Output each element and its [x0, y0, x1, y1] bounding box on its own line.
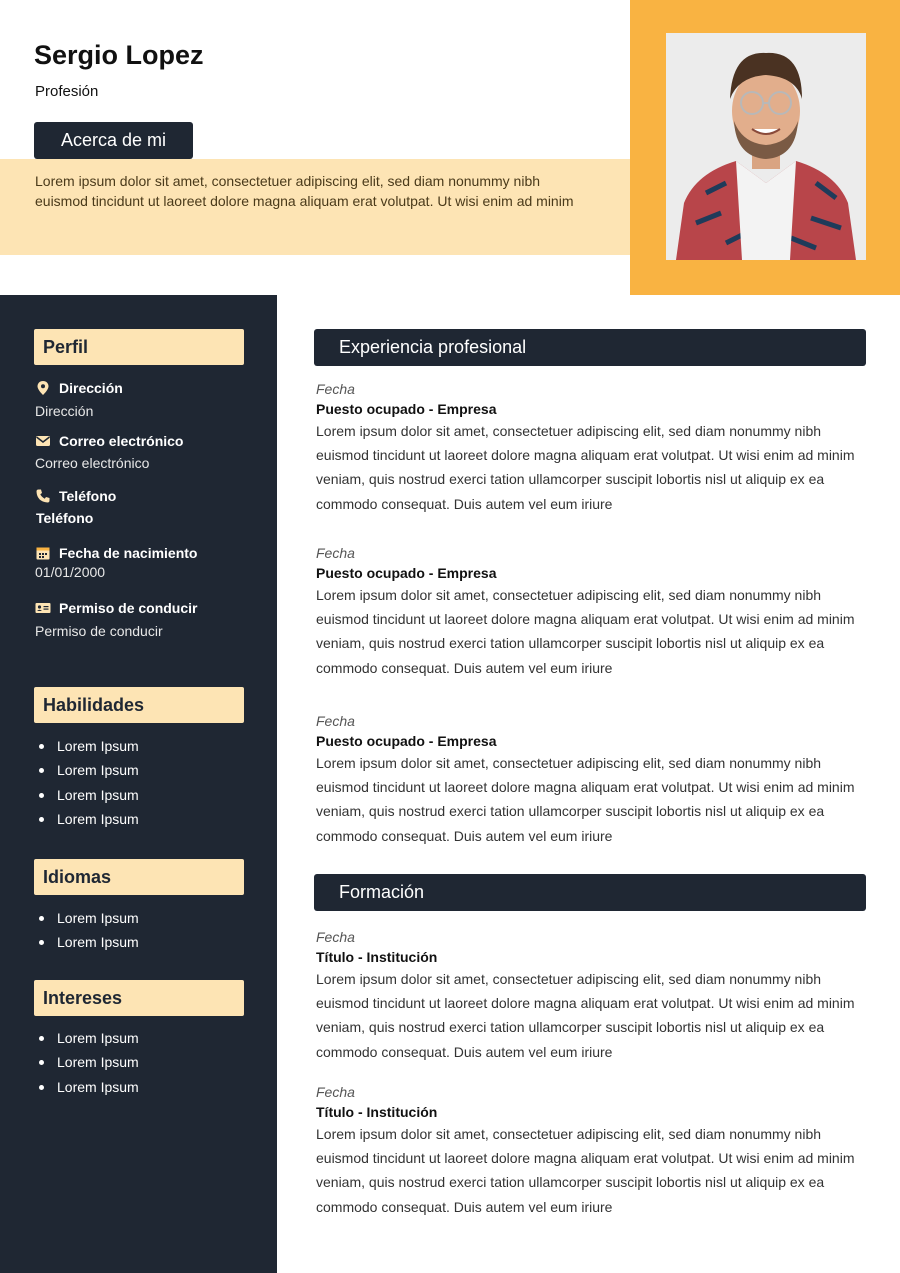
birthdate-label-text: Fecha de nacimiento — [59, 545, 198, 561]
calendar-icon — [35, 545, 51, 561]
address-label — [35, 380, 123, 396]
license-label-text: Permiso de conducir — [59, 600, 198, 616]
phone-label — [35, 488, 116, 504]
envelope-icon — [35, 433, 51, 449]
profile-photo — [666, 33, 866, 260]
candidate-name: Sergio Lopez — [34, 40, 204, 70]
license-label — [35, 600, 197, 616]
address-value: Dirección — [35, 403, 94, 419]
entry-description: Lorem ipsum dolor sit amet, consectetuer adipiscing elit, sed diam nonummy nibh euismod tincidunt ut laoreet dolore magna aliquam erat volutpat. Ut wisi enim ad minim veniam, quis nostrud exerci tation ullamcorper suscipit lobortis nisl ut aliquip ex ea commodo consequat. Duis autem vel eum iriure — [316, 423, 855, 512]
list-item: Lorem Ipsum — [35, 1050, 139, 1074]
education-entry — [316, 927, 856, 1064]
list-item: Lorem Ipsum — [35, 1075, 139, 1099]
list-item: Lorem Ipsum — [35, 906, 139, 930]
entry-description: Lorem ipsum dolor sit amet, consectetuer adipiscing elit, sed diam nonummy nibh euismod tincidunt ut laoreet dolore magna aliquam erat volutpat. Ut wisi enim ad minim veniam, quis nostrud exerci tation ullamcorper suscipit lobortis nisl ut aliquip ex ea commodo consequat. Duis autem vel eum iriure — [316, 1126, 855, 1215]
entry-date: Fecha — [316, 545, 355, 561]
entry-date: Fecha — [316, 381, 355, 397]
birthdate-label — [35, 545, 197, 561]
experience-entry — [316, 379, 856, 516]
location-pin-icon — [35, 380, 51, 396]
email-value: Correo electrónico — [35, 455, 150, 471]
entry-title: Título - Institución — [316, 949, 438, 965]
entry-description: Lorem ipsum dolor sit amet, consectetuer adipiscing elit, sed diam nonummy nibh euismod tincidunt ut laoreet dolore magna aliquam erat volutpat. Ut wisi enim ad minim veniam, quis nostrud exerci tation ullamcorper suscipit lobortis nisl ut aliquip ex ea commodo consequat. Duis autem vel eum iriure — [316, 587, 855, 676]
education-heading: Formación — [314, 874, 866, 911]
entry-title: Puesto ocupado - Empresa — [316, 565, 497, 581]
id-card-icon — [35, 600, 51, 616]
experience-entry — [316, 711, 856, 848]
about-text: Lorem ipsum dolor sit amet, consectetuer adipiscing elit, sed diam nonummy nibh euismod tincidunt ut laoreet dolore magna aliquam erat volutpat. Ut wisi enim ad minim — [35, 173, 574, 209]
languages-heading: Idiomas — [34, 859, 244, 895]
entry-date: Fecha — [316, 713, 355, 729]
list-item: Lorem Ipsum — [35, 758, 139, 782]
address-label-text: Dirección — [59, 380, 123, 396]
entry-title: Puesto ocupado - Empresa — [316, 401, 497, 417]
entry-title: Título - Institución — [316, 1104, 438, 1120]
list-item: Lorem Ipsum — [35, 1026, 139, 1050]
candidate-profession: Profesión — [35, 83, 99, 100]
phone-value: Teléfono — [36, 510, 94, 526]
entry-date: Fecha — [316, 1084, 355, 1100]
entry-description: Lorem ipsum dolor sit amet, consectetuer adipiscing elit, sed diam nonummy nibh euismod tincidunt ut laoreet dolore magna aliquam erat volutpat. Ut wisi enim ad minim veniam, quis nostrud exerci tation ullamcorper suscipit lobortis nisl ut aliquip ex ea commodo consequat. Duis autem vel eum iriure — [316, 971, 855, 1060]
interests-list — [35, 1026, 139, 1099]
skills-heading: Habilidades — [34, 687, 244, 723]
education-entry — [316, 1082, 856, 1219]
list-item: Lorem Ipsum — [35, 930, 139, 954]
phone-icon — [35, 488, 51, 504]
email-label-text: Correo electrónico — [59, 433, 184, 449]
entry-title: Puesto ocupado - Empresa — [316, 733, 497, 749]
experience-entry — [316, 543, 856, 680]
skills-list — [35, 734, 139, 831]
entry-description: Lorem ipsum dolor sit amet, consectetuer adipiscing elit, sed diam nonummy nibh euismod tincidunt ut laoreet dolore magna aliquam erat volutpat. Ut wisi enim ad minim veniam, quis nostrud exerci tation ullamcorper suscipit lobortis nisl ut aliquip ex ea commodo consequat. Duis autem vel eum iriure — [316, 755, 855, 844]
list-item: Lorem Ipsum — [35, 783, 139, 807]
person-photo-icon — [666, 33, 866, 260]
experience-heading: Experiencia profesional — [314, 329, 866, 366]
email-label — [35, 433, 183, 449]
interests-heading: Intereses — [34, 980, 244, 1016]
about-heading: Acerca de mi — [34, 122, 193, 159]
languages-list — [35, 906, 139, 955]
phone-label-text: Teléfono — [59, 488, 117, 504]
profile-heading: Perfil — [34, 329, 244, 365]
list-item: Lorem Ipsum — [35, 734, 139, 758]
list-item: Lorem Ipsum — [35, 807, 139, 831]
license-value: Permiso de conducir — [35, 623, 163, 639]
entry-date: Fecha — [316, 929, 355, 945]
birthdate-value: 01/01/2000 — [35, 564, 106, 580]
